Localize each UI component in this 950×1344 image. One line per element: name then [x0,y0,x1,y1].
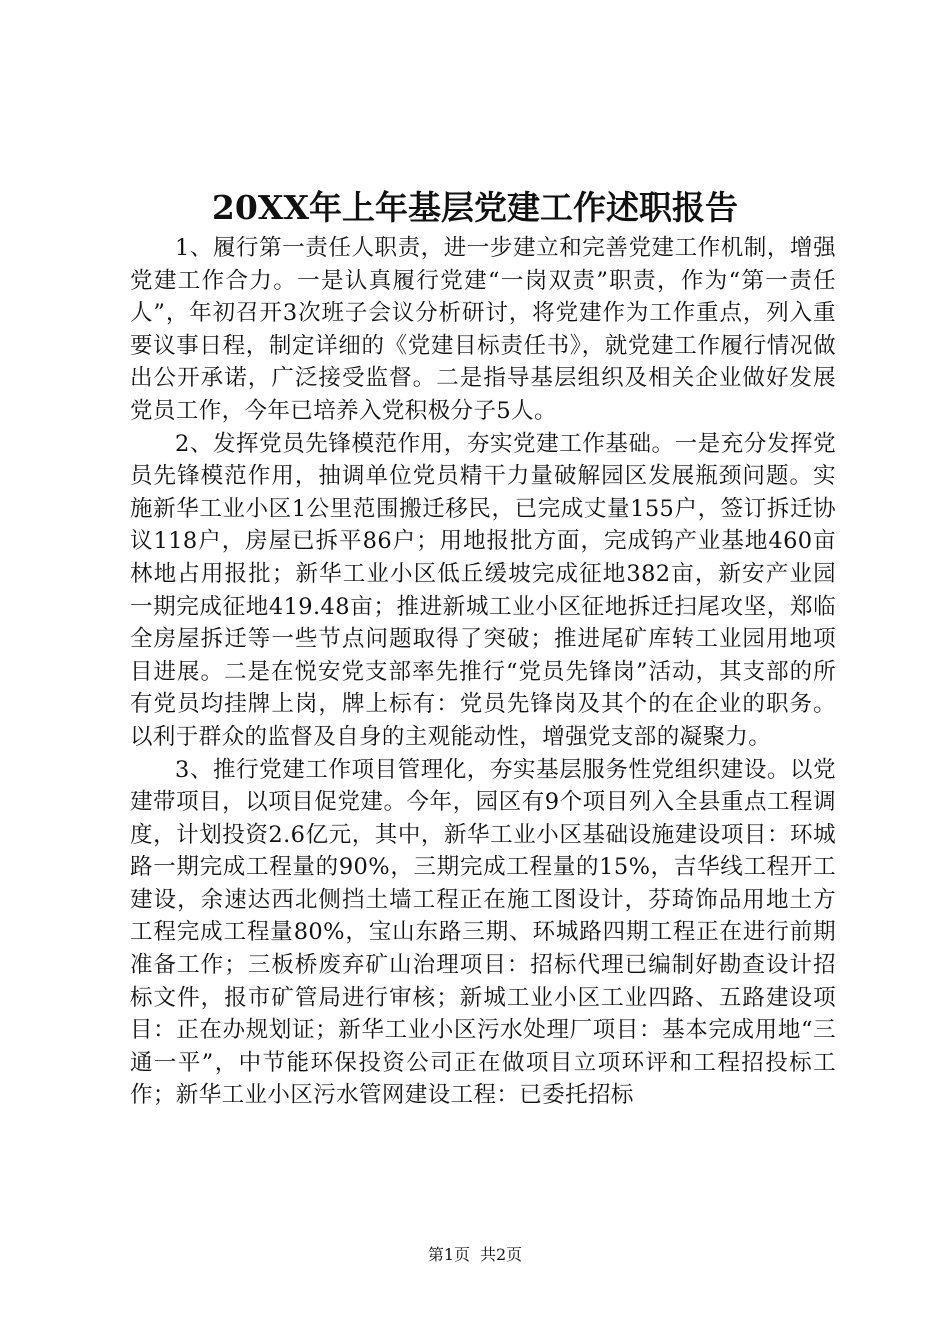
paragraph-3: 3、推行党建工作项目管理化，夯实基层服务性党组织建设。以党建带项目，以项目促党建。今年，园区有9个项目列入全县重点工程调度，计划投资2.6亿元，其中，新华工业小区基础设施建设项目：环城路一期完成工程量的90%，三期完成工程量的15%，吉华线工程开工建设，余速达西北侧挡土墙工程正在施工图设计，芬琦饰品用地土方工程完成工程量80%，宝山东路三期、环城路四期工程正在进行前期准备工作；三板桥废弃矿山治理项目：招标代理已编制好勘查设计招标文件，报市矿管局进行审核；新城工业小区工业四路、五路建设项目：正在办规划证；新华工业小区污水处理厂项目：基本完成用地“三通一平”，中节能环保投资公司正在做项目立项环评和工程招投标工作；新华工业小区污水管网建设工程：已委托招标 [130,756,836,1109]
page-total: 共2页 [480,1245,523,1264]
document-body [130,232,836,1112]
paragraph-1: 1、履行第一责任人职责，进一步建立和完善党建工作机制，增强党建工作合力。一是认真履行党建“一岗双责”职责，作为“第一责任人”，年初召开3次班子会议分析研讨，将党建作为工作重点，列入重要议事日程，制定详细的《党建目标责任书》，就党建工作履行情况做出公开承诺，广泛接受监督。二是指导基层组织及相关企业做好发展党员工作，今年已培养入党积极分子5人。 [130,235,836,424]
document-title: 20XX年上年基层党建工作述职报告 [211,188,739,227]
page-footer [0,1245,950,1265]
page-number: 第1页 [427,1245,470,1264]
paragraph-2: 2、发挥党员先锋模范作用，夯实党建工作基础。一是充分发挥党员先锋模范作用，抽调单位党员精干力量破解园区发展瓶颈问题。实施新华工业小区1公里范围搬迁移民，已完成丈量155户，签订拆迁协议118户，房屋已拆平86户；用地报批方面，完成钨产业基地460亩林地占用报批；新华工业小区低丘缓坡完成征地382亩，新安产业园一期完成征地419.48亩；推进新城工业小区征地拆迁扫尾攻坚，郑临全房屋拆迁等一些节点问题取得了突破；推进尾矿库转工业园用地项目进展。二是在悦安党支部率先推行“党员先锋岗”活动，其支部的所有党员均挂牌上岗，牌上标有：党员先锋岗及其个的在企业的职务。以利于群众的监督及自身的主观能动性，增强党支部的凝聚力。 [130,430,836,750]
